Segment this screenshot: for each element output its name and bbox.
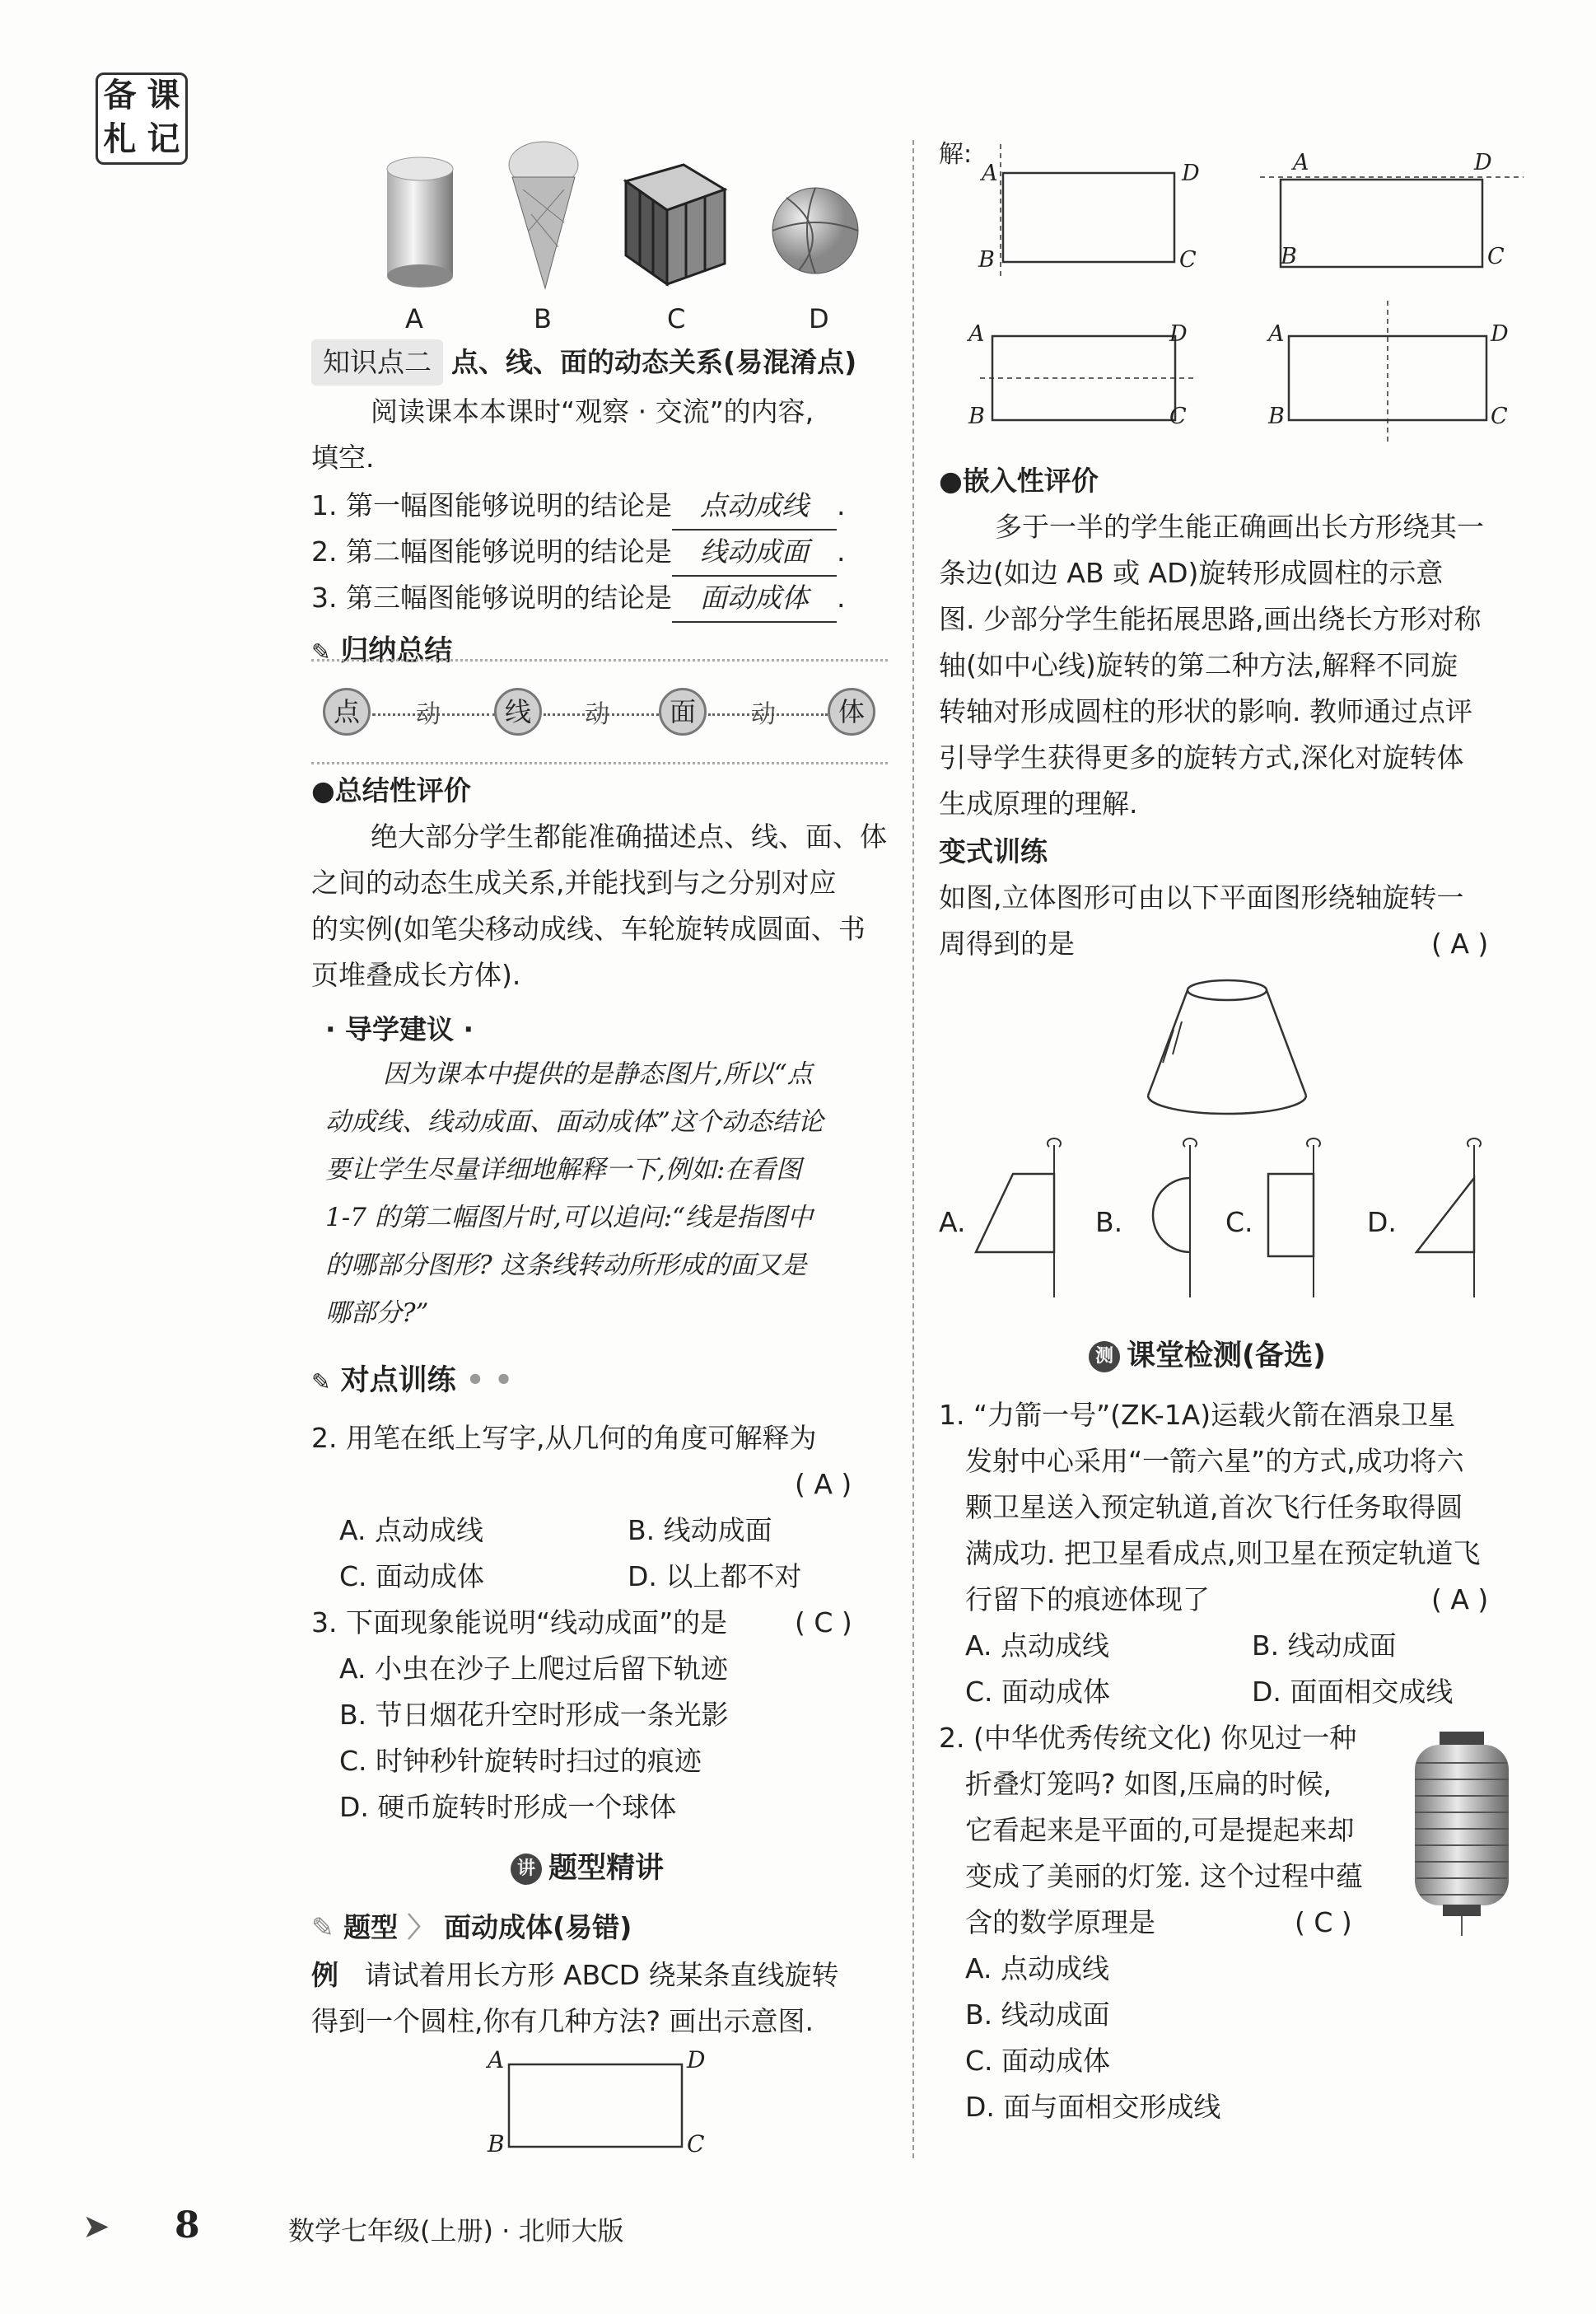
option: B. 线动成面 <box>1252 1629 1397 1662</box>
option: A. 点动成线 <box>965 1952 1109 1984</box>
option: C. 面动成体 <box>965 2045 1111 2077</box>
flow-node-line: 线 <box>494 688 542 736</box>
summary-border <box>311 762 888 764</box>
answer-blank: 点动成线 <box>672 483 837 531</box>
fill-item: 2. 第二幅图能够说明的结论是 线动成面 . <box>311 529 845 577</box>
variant-line: 如图,立体图形可由以下平面图形绕轴旋转一 <box>939 881 1464 914</box>
vertex-label: B <box>1281 244 1297 269</box>
vertex-label: D <box>1474 150 1492 175</box>
column-divider <box>912 140 914 2158</box>
guide-line: 要让学生尽量详细地解释一下,例如:在看图 <box>325 1155 802 1185</box>
option: D. 面与面相交形成线 <box>965 2091 1221 2123</box>
badge-char: 备 <box>103 76 137 115</box>
question-line: 折叠灯笼吗? 如图,压扁的时候, <box>965 1768 1332 1800</box>
option: D. 以上都不对 <box>628 1560 802 1592</box>
flow-verb: 动 <box>416 700 441 729</box>
answer-bracket: ( A ) <box>795 1468 852 1500</box>
ball-picture <box>772 188 858 273</box>
question-line: 它看起来是平面的,可是提起来却 <box>965 1814 1355 1846</box>
picture-label: D <box>809 303 829 334</box>
answer-bracket: ( A ) <box>1431 928 1489 960</box>
vertex-label: A <box>968 321 985 347</box>
summative-line: 之间的动态生成关系,并能找到与之分别对应 <box>311 867 837 899</box>
picture-label: C <box>667 303 686 334</box>
summative-title: ●总结性评价 <box>311 774 471 806</box>
summative-line: 页堆叠成长方体). <box>311 959 521 991</box>
vertex-label: A <box>1293 150 1309 175</box>
answer-blank: 面动成体 <box>672 575 837 623</box>
frustum-figure <box>1136 972 1318 1120</box>
choice-label: B. <box>1095 1206 1123 1238</box>
example-line: 例 请试着用长方形 ABCD 绕某条直线旋转 <box>311 1959 839 1991</box>
question-line: 2. (中华优秀传统文化) 你见过一种 <box>939 1722 1357 1754</box>
picture-label: A <box>405 303 423 334</box>
badge-char: 记 <box>147 119 180 158</box>
vertex-label: B <box>488 2130 505 2157</box>
question-line: 1. “力箭一号”(ZK-1A)运载火箭在酒泉卫星 <box>939 1399 1456 1431</box>
answer-bracket: ( C ) <box>1295 1906 1352 1938</box>
embedded-line: 生成原理的理解. <box>939 788 1138 820</box>
option: A. 点动成线 <box>965 1629 1109 1662</box>
intro-text: 阅读课本本课时“观察 · 交流”的内容, <box>371 395 814 428</box>
rubik-cube-picture <box>626 165 725 284</box>
choice-c-figure <box>1268 1138 1320 1297</box>
answer-bracket: ( A ) <box>1431 1583 1489 1615</box>
vertex-label: A <box>982 161 998 186</box>
embedded-line: 转轴对形成圆柱的形状的影响. 教师通过点评 <box>939 695 1472 727</box>
flow-verb: 动 <box>751 700 776 729</box>
option: B. 线动成面 <box>965 1998 1110 2031</box>
choice-d-figure <box>1416 1138 1481 1297</box>
embedded-line: 多于一半的学生能正确画出长方形绕其一 <box>995 511 1484 543</box>
choice-label: C. <box>1225 1206 1253 1238</box>
knowledge-point-heading <box>311 339 856 386</box>
fill-item: 3. 第三幅图能够说明的结论是 面动成体 . <box>311 575 845 623</box>
choice-b-figure <box>1153 1138 1197 1297</box>
picture-label: B <box>534 303 552 334</box>
answer-bracket: ( C ) <box>795 1606 852 1638</box>
footer-arrow-icon: ➤ <box>82 2208 110 2246</box>
classtest-heading: 测 课堂检测(备选) <box>1089 1333 1326 1374</box>
guide-line: 1-7 的第二幅图片时,可以追问:“线是指图中 <box>325 1203 813 1232</box>
choice-a-figure <box>976 1138 1061 1297</box>
pencil-icon: ✎ <box>311 1911 334 1943</box>
vertex-label: A <box>488 2046 505 2073</box>
fill-item: 1. 第一幅图能够说明的结论是 点动成线 . <box>311 483 845 531</box>
option: B. 线动成面 <box>628 1514 772 1546</box>
variant-line: 周得到的是 <box>939 928 1075 960</box>
question-stem: 3. 下面现象能说明“线动成面”的是 <box>311 1606 728 1638</box>
vertex-label: C <box>1491 404 1508 429</box>
section-icon: 讲 <box>511 1854 542 1885</box>
option: A. 点动成线 <box>339 1514 483 1546</box>
type-section-heading: 讲 题型精讲 <box>511 1845 664 1886</box>
summative-line: 绝大部分学生都能准确描述点、线、面、体 <box>371 820 887 853</box>
badge-char: 札 <box>103 119 137 158</box>
vertex-label: B <box>978 247 995 273</box>
flow-node-point: 点 <box>323 688 371 736</box>
vertex-label: D <box>687 2046 706 2073</box>
option: D. 面面相交成线 <box>1252 1676 1454 1708</box>
question-line: 发射中心采用“一箭六星”的方式,成功将六 <box>965 1445 1464 1477</box>
embedded-line: 图. 少部分学生能拓展思路,画出绕长方形对称 <box>939 603 1482 635</box>
guide-line: 动成线、线动成面、面动成体”这个动态结论 <box>325 1107 824 1137</box>
badge-char: 课 <box>147 76 180 115</box>
question-stem: 2. 用笔在纸上写字,从几何的角度可解释为 <box>311 1422 817 1454</box>
knowledge-point-title: 点、线、面的动态关系(易混淆点) <box>451 346 857 378</box>
pencil-icon: ✎ <box>311 638 331 666</box>
embedded-line: 轴(如中心线)旋转的第二种方法,解释不同旋 <box>939 649 1458 681</box>
guide-title: · 导学建议 · <box>325 1013 474 1045</box>
answer-blank: 线动成面 <box>672 529 837 577</box>
flow-node-solid: 体 <box>828 688 875 736</box>
flow-node-surface: 面 <box>659 688 707 736</box>
summary-heading: ✎ 归纳总结 <box>311 634 453 667</box>
ice-cream-cone-picture <box>509 142 578 288</box>
summary-border <box>311 659 888 661</box>
variant-title: 变式训练 <box>939 835 1048 867</box>
notes-badge <box>96 72 188 165</box>
option: D. 硬币旋转时形成一个球体 <box>339 1791 677 1823</box>
example-line: 得到一个圆柱,你有几种方法? 画出示意图. <box>311 2005 814 2037</box>
guide-line: 的哪部分图形? 这条线转动所形成的面又是 <box>325 1250 807 1280</box>
flow-verb: 动 <box>585 700 609 729</box>
vertex-label: B <box>968 404 985 429</box>
question-line: 行留下的痕迹体现了 <box>965 1583 1210 1615</box>
question-line: 颗卫星送入预定轨道,首次飞行任务取得圆 <box>965 1491 1463 1523</box>
guide-line: 因为课本中提供的是静态图片,所以“点 <box>383 1059 813 1089</box>
type-heading: ✎ 题型 〉 面动成体(易错) <box>311 1911 632 1943</box>
solution-diagrams <box>947 140 1540 453</box>
vertex-label: C <box>687 2130 705 2157</box>
choice-label: D. <box>1367 1206 1397 1238</box>
pencil-icon: ✎ <box>311 1368 331 1395</box>
question-line: 满成功. 把卫星看成点,则卫星在预定轨道飞 <box>965 1537 1481 1569</box>
question-line: 含的数学原理是 <box>965 1906 1155 1938</box>
option: C. 面动成体 <box>339 1560 485 1592</box>
choice-label: A. <box>939 1206 966 1238</box>
option: C. 时钟秒针旋转时扫过的痕迹 <box>339 1745 702 1777</box>
vertex-label: D <box>1169 321 1188 347</box>
vertex-label: C <box>1169 404 1187 429</box>
guide-line: 哪部分?” <box>325 1298 429 1328</box>
vertex-label: C <box>1179 247 1197 273</box>
section-icon: 测 <box>1089 1341 1120 1372</box>
practice-heading: ✎ 对点训练 • • <box>311 1364 513 1397</box>
lantern-picture <box>1400 1730 1524 1944</box>
knowledge-point-tag: 知识点二 <box>311 339 443 386</box>
embedded-line: 条边(如边 AB 或 AD)旋转形成圆柱的示意 <box>939 557 1444 589</box>
solution-label: 解: <box>939 140 973 169</box>
option: C. 面动成体 <box>965 1676 1111 1708</box>
option: B. 节日烟花升空时形成一条光影 <box>339 1699 729 1731</box>
vertex-label: B <box>1268 404 1285 429</box>
embedded-line: 引导学生获得更多的旋转方式,深化对旋转体 <box>939 741 1464 774</box>
object-pictures <box>371 132 881 297</box>
vertex-label: D <box>1491 321 1509 347</box>
vertex-label: C <box>1487 244 1505 269</box>
option: A. 小虫在沙子上爬过后留下轨迹 <box>339 1653 728 1685</box>
question-line: 变成了美丽的灯笼. 这个过程中蕴 <box>965 1860 1363 1892</box>
vertex-label: A <box>1268 321 1285 347</box>
vertex-label: D <box>1182 161 1200 186</box>
intro-text: 填空. <box>311 442 375 474</box>
cylinder-picture <box>387 157 453 287</box>
page-number: 8 <box>175 2204 200 2246</box>
book-title: 数学七年级(上册) · 北师大版 <box>288 2215 624 2246</box>
summative-line: 的实例(如笔尖移动成线、车轮旋转成圆面、书 <box>311 913 866 945</box>
embedded-title: ●嵌入性评价 <box>939 465 1099 497</box>
